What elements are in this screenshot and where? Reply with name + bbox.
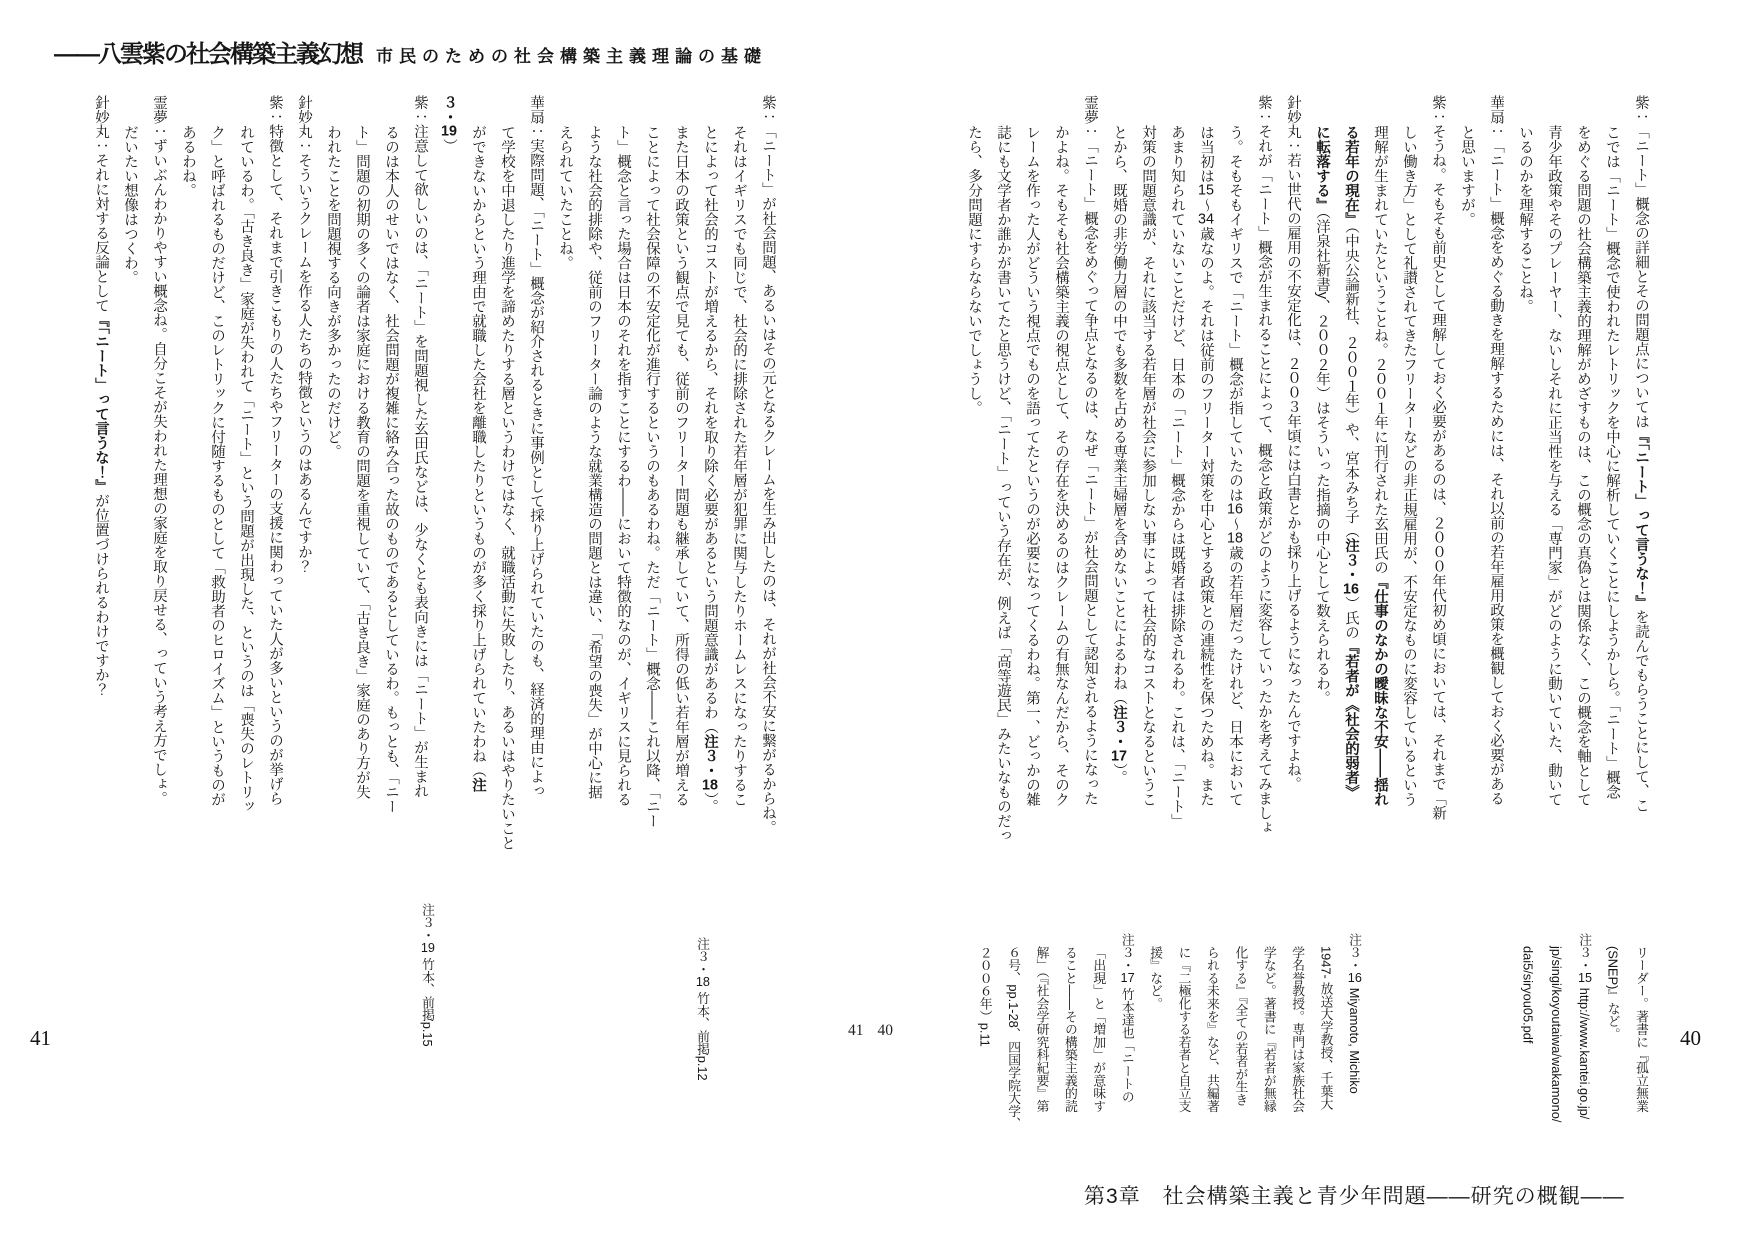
page-number-40: 40 bbox=[1680, 1026, 1701, 1050]
dialogue-column: しい働き方」として礼讃されてきたフリーターなどの非正規雇用が、不安定なものに変容しているという bbox=[1401, 125, 1417, 807]
footnote-3-18: 注３・18 竹本、前掲p.12 bbox=[695, 937, 710, 1081]
footnote-column: 注３・16 Miyamoto, Michiko bbox=[1346, 933, 1362, 1094]
dialogue-column: こでは「ニート」概念で使われたレトリックを中心に解析していくことにしようかしら。「ニート」概念 bbox=[1604, 125, 1620, 800]
page-40-text bbox=[955, 95, 1655, 873]
dialogue-column: ことによって社会保障の不安定化が進行するというのもあるわね。ただ「ニート」概念――これ以降、「ニー bbox=[644, 125, 660, 829]
page-number-41: 41 bbox=[30, 1026, 51, 1050]
dialogue-column: 華扇：実際問題、「ニート」概念が紹介されるときに事例として採り上げられていたのも、経済的理由によっ bbox=[528, 95, 544, 799]
dialogue-column: ク」と呼ばれるものだけど、このレトリックに付随するものとして「救助者のヒロイズム」というものが bbox=[209, 125, 225, 807]
dialogue-column: 誌にも文学者か誰かが書いてたと思うけど、「ニート」っていう存在が、例えば「高等遊民」みたいなものだっ bbox=[995, 125, 1011, 843]
dialogue-column: 針妙丸：そういうクレームを作る人たちの特徴というのはあるんですか？ bbox=[296, 95, 312, 574]
dialogue-column: とによって社会的コストが増えるから、それを取り除く必要があるという問題意識があるわ（注３・18）。 bbox=[702, 125, 718, 814]
dialogue-column: 紫：「ニート」概念の詳細とその問題点については『「ニート」って言うな！』を読んでもらうことにして、こ bbox=[1633, 95, 1649, 813]
footnote-column: ること――その構築主義的読 bbox=[1062, 946, 1078, 1113]
dialogue-column: えられていたことね。 bbox=[557, 125, 573, 270]
dialogue-column: に転落する』（洋泉社新書y、２００２年）はそういった指摘の中心として数えられるわ。 bbox=[1314, 125, 1330, 705]
footnote-column: 援』など。 bbox=[1148, 946, 1164, 1010]
page-41-text bbox=[82, 95, 782, 873]
gutter-page-numbers bbox=[848, 1022, 893, 1040]
dialogue-column: また日本の政策という観点で見ても、従前のフリーター問題も継承していて、所得の低い若年層が増える bbox=[673, 125, 689, 807]
dialogue-column: をめぐる問題の社会構築主義的理解がめざすものは、この概念の真偽とは関係なく、この概念を軸として bbox=[1575, 125, 1591, 807]
dialogue-column: あるわね。 bbox=[180, 125, 196, 198]
footnote-column: 1947- 放送大学教授、千葉大 bbox=[1318, 946, 1334, 1111]
dialogue-column: 紫：そうね。そもそも前史として理解しておく必要があるのは、２０００年代初め頃においては、それまで「新 bbox=[1430, 95, 1446, 820]
dialogue-column: れているわ。「古き良き」家庭が失われて「ニート」という問題が出現した、というのは「喪失のレトリッ bbox=[238, 125, 254, 814]
dialogue-column: 紫：「ニート」が社会問題、あるいはその元となるクレームを生み出したのは、それが社会不安に繋がるからね。 bbox=[760, 95, 776, 835]
dialogue-column: 青少年政策やそのプレーヤー、ないしそれに正当性を与える「専門家」がどのように動いていた、動いて bbox=[1546, 125, 1562, 807]
dialogue-column: う。そもそもイギリスで「ニート」概念が指していたのは16～18歳の若年層だったけれど、日本において bbox=[1227, 125, 1243, 807]
footnote-column: ６号、pp.1-28、四国学院大学、 bbox=[1006, 946, 1022, 1131]
dialogue-column: 紫：特徴として、それまで引きこもりの人たちやフリーターの支援に関わっていた人が多いというのが挙げら bbox=[267, 95, 283, 806]
dialogue-column: て学校を中退したり進学を諦めたりする層というわけではなく、就職活動に失敗したり、あるいはやりたいこと bbox=[499, 125, 515, 850]
footnote-column: jp/singi/koyoutaiwa/wakamono/ bbox=[1548, 946, 1564, 1123]
dialogue-column: ト」概念と言った場合は日本のそれを指すことにするわ――において特徴的なのが、イギリスに見られる bbox=[615, 125, 631, 807]
dialogue-column: 霊夢：「ニート」概念をめぐって争点となるのは、なぜ「ニート」が社会問題として認知されるようになった bbox=[1082, 95, 1098, 806]
dialogue-column: ような社会的排除や、従前のフリーター論のような就業構造の問題とは違い、「希望の喪失」が中心に据 bbox=[586, 125, 602, 800]
gutter-number-41: 41 bbox=[848, 1022, 864, 1039]
dialogue-column: 紫：それが「ニート」概念が生まれることによって、概念と政策がどのように変容していったかを考えてみましょ bbox=[1256, 95, 1272, 835]
dialogue-column: 対策の問題意識が、それに該当する若年層が社会に参加しない事によって社会的なコストとなるというこ bbox=[1140, 125, 1156, 807]
dialogue-column: と思いますが。 bbox=[1459, 125, 1475, 227]
dialogue-column: ト」問題の初期の多くの論者は家庭における教育の問題を重視していて、「古き良き」家庭のあり方が失 bbox=[354, 125, 370, 800]
footnote-column: られる未来を』など、共編著 bbox=[1204, 946, 1220, 1113]
footnote-column: リーダー。著書に『孤立無業 bbox=[1634, 946, 1649, 1113]
dialogue-column: るのは本人のせいではなく、社会問題が複雑に絡み合った故のものであるとしているわ。もっとも、「ニー bbox=[383, 125, 399, 814]
dialogue-column: ができないからという理由で就職した会社を離職したりというものが多く採り上げられていたわね（注 bbox=[470, 125, 486, 792]
dialogue-column: いるのかを理解することね。 bbox=[1517, 125, 1533, 314]
footnote-column: (SNEP)』など。 bbox=[1605, 946, 1621, 1041]
dialogue-column: たら、多分問題にすらならないでしょうし。 bbox=[966, 125, 982, 415]
footnote-column: 学など。著書に『若者が無縁 bbox=[1261, 946, 1277, 1113]
dialogue-column: ３・19） bbox=[441, 95, 457, 153]
footnote-column: ２００６年）p.11 bbox=[977, 946, 993, 1047]
dialogue-column: は当初は15～34歳なのよ。それは従前のフリーター対策を中心とする政策との連続性を保つためね。また bbox=[1198, 125, 1214, 807]
dialogue-column: る若年の現在』（中央公論新社、２００１年）や、宮本みち子（注３・16）氏の『若者が《社会的弱者》 bbox=[1343, 125, 1359, 800]
running-footer: 第3章 社会構築主義と青少年問題――研究の概観―― bbox=[1084, 1185, 1625, 1208]
dialogue-column: あまり知られていないことだけど、日本の「ニート」概念からは既婚者は排除されるわ。これは、「ニート」 bbox=[1169, 125, 1185, 829]
footnote-column: 「出現」と「増加」が意味す bbox=[1091, 946, 1107, 1113]
dialogue-column: 霊夢：ずいぶんわかりやすい概念ね。自分こそが失われた理想の家庭を取り戻せる、っていう考え方でしょ。 bbox=[151, 95, 167, 806]
footnote-column: 化する』『全ての若者が生き bbox=[1233, 946, 1249, 1106]
dialogue-column: 針妙丸：それに対する反論として『「ニート」って言うな！』が位置づけられるわけですか？ bbox=[93, 95, 109, 697]
footnote-column: 解」（『社会学研究科紀要』第 bbox=[1034, 946, 1050, 1113]
footnote-column: 注３・17 竹本達也「ニートの bbox=[1119, 933, 1135, 1103]
dialogue-column: 理解が生まれていたということね。２００１年に刊行された玄田氏の『仕事のなかの曖昧な不安――揺れ bbox=[1372, 125, 1388, 807]
dialogue-column: それはイギリスでも同じで、社会的に排除された若年層が犯罪に関与したりホームレスになったりするこ bbox=[731, 125, 747, 807]
chapter-heading bbox=[54, 34, 767, 69]
footnote-column: 学名誉教授。専門は家族社会 bbox=[1290, 946, 1306, 1113]
dialogue-column: レームを作った人がどういう視点でものを語ってたというのが必要になってくるわね。第一、どっかの雑 bbox=[1024, 125, 1040, 807]
dialogue-column: われたことを問題視する向きが多かったのだけど。 bbox=[325, 125, 341, 459]
dialogue-column: 針妙丸：若い世代の雇用の不安定化は、２００３年頃には白書とかも採り上げるようになったんですよね。 bbox=[1285, 95, 1301, 791]
heading-title: ――八雲紫の社会構築主義幻想 bbox=[54, 41, 362, 68]
footnote-column: dai5/siryou05.pdf bbox=[1520, 946, 1536, 1044]
footnote-3-19: 注３・19 竹本、前掲p.15 bbox=[420, 903, 435, 1047]
gutter-number-40: 40 bbox=[877, 1022, 893, 1039]
dialogue-column: 華扇：「ニート」概念をめぐる動きを理解するためには、それ以前の若年雇用政策を概観しておく必要がある bbox=[1488, 95, 1504, 806]
heading-subtitle: 市民のための社会構築主義理論の基礎 bbox=[376, 47, 767, 66]
dialogue-column: 紫：注意して欲しいのは、「ニート」を問題視した玄田氏などは、少なくとも表向きには「ニート」が生まれ bbox=[412, 95, 428, 799]
footnote-column: 注３・15 http://www.kantei.go.jp/ bbox=[1577, 933, 1593, 1120]
dialogue-column: とから、既婚の非労働力層の中でも多数を占める専業主婦層を含めないことによるわね（注３・17）。 bbox=[1111, 125, 1127, 785]
dialogue-column: かよね。そもそも社会構築主義の視点として、その存在を決めるのはクレームの有無なんだから、そのク bbox=[1053, 125, 1069, 807]
footnote-column: に『二極化する若者と自立支 bbox=[1176, 946, 1192, 1113]
dialogue-column: だいたい想像はつくわ。 bbox=[122, 125, 138, 285]
